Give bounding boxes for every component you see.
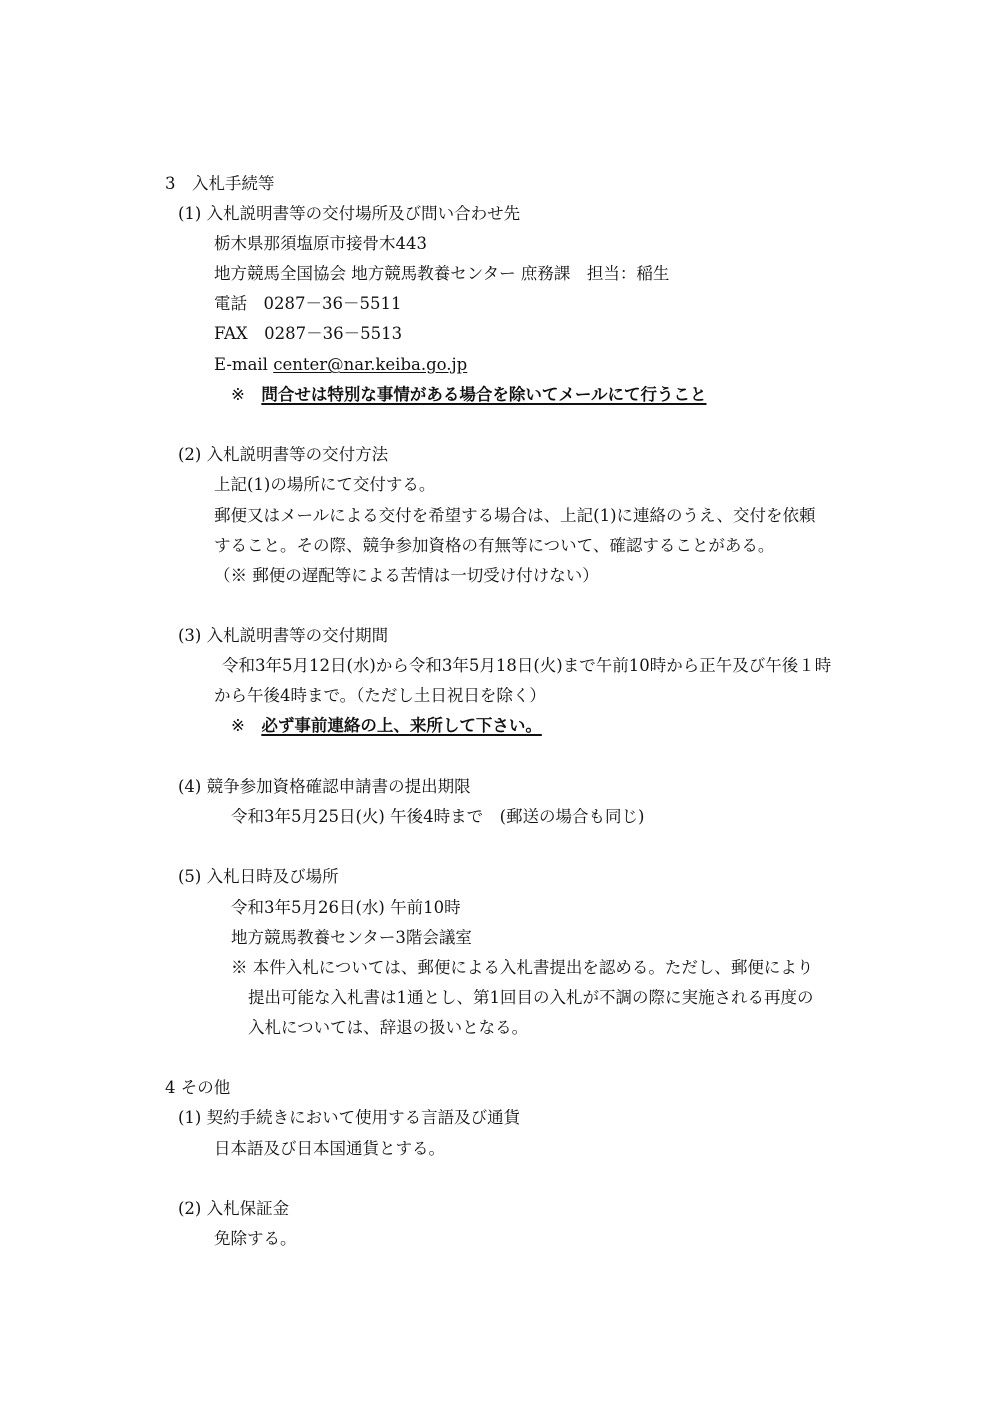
note-mark: ※ (231, 385, 262, 404)
email-label: E-mail (214, 355, 274, 374)
item-3-4-line1: 令和3年5月25日(火) 午後4時まで (郵送の場合も同じ) (231, 807, 645, 826)
item-3-2-line4: （※ 郵便の遅配等による苦情は一切受け付けない） (214, 566, 599, 585)
item-4-2-line1: 免除する。 (214, 1229, 297, 1248)
item-3-5-line2: 地方競馬教養センター3階会議室 (231, 928, 472, 947)
item-3-5-line3: ※ 本件入札については、郵便による入札書提出を認める。ただし、郵便により (231, 958, 814, 977)
item-3-4-title: (4) 競争参加資格確認申請書の提出期限 (178, 777, 471, 796)
item-3-1-fax: FAX 0287－36－5513 (214, 324, 403, 343)
section-4-heading: 4 その他 (165, 1078, 231, 1097)
item-3-3-title: (3) 入札説明書等の交付期間 (178, 626, 389, 645)
item-4-1-title: (1) 契約手続きにおいて使用する言語及び通貨 (178, 1108, 521, 1127)
item-3-5-line5: 入札については、辞退の扱いとなる。 (248, 1018, 529, 1037)
item-3-3-note (231, 716, 542, 736)
note-text: 必ず事前連絡の上、来所して下さい。 (261, 716, 542, 735)
item-3-5-line4: 提出可能な入札書は1通とし、第1回目の入札が不調の際に実施される再度の (248, 988, 814, 1007)
item-3-1-title: (1) 入札説明書等の交付場所及び問い合わせ先 (178, 204, 521, 223)
item-3-2-title: (2) 入札説明書等の交付方法 (178, 445, 389, 464)
item-3-1-org: 地方競馬全国協会 地方競馬教養センター 庶務課 担当：稲生 (214, 264, 670, 283)
item-4-1-line1: 日本語及び日本国通貨とする。 (214, 1139, 445, 1158)
item-3-1-tel: 電話 0287－36－5511 (214, 294, 402, 313)
item-3-2-line2: 郵便又はメールによる交付を希望する場合は、上記(1)に連絡のうえ、交付を依頼 (214, 506, 816, 525)
item-3-1-email-line (214, 355, 467, 375)
section-3-heading: 3 入札手続等 (165, 174, 275, 193)
item-3-5-title: (5) 入札日時及び場所 (178, 867, 339, 886)
note-text: 問合せは特別な事情がある場合を除いてメールにて行うこと (261, 385, 707, 404)
item-3-5-line1: 令和3年5月26日(水) 午前10時 (231, 898, 461, 917)
item-3-1-address: 栃木県那須塩原市接骨木443 (214, 234, 427, 253)
email-link[interactable]: center@nar.keiba.go.jp (273, 355, 468, 374)
item-4-2-title: (2) 入札保証金 (178, 1199, 290, 1218)
item-3-3-line2: から午後4時まで。（ただし土日祝日を除く） (214, 686, 546, 705)
item-3-1-note (231, 385, 707, 405)
item-3-3-line1: 令和3年5月12日(水)から令和3年5月18日(火)まで午前10時から正午及び午後１時 (222, 656, 832, 675)
item-3-2-line1: 上記(1)の場所にて交付する。 (214, 475, 436, 494)
note-mark: ※ (231, 716, 262, 735)
item-3-2-line3: すること。その際、競争参加資格の有無等について、確認することがある。 (214, 536, 775, 555)
